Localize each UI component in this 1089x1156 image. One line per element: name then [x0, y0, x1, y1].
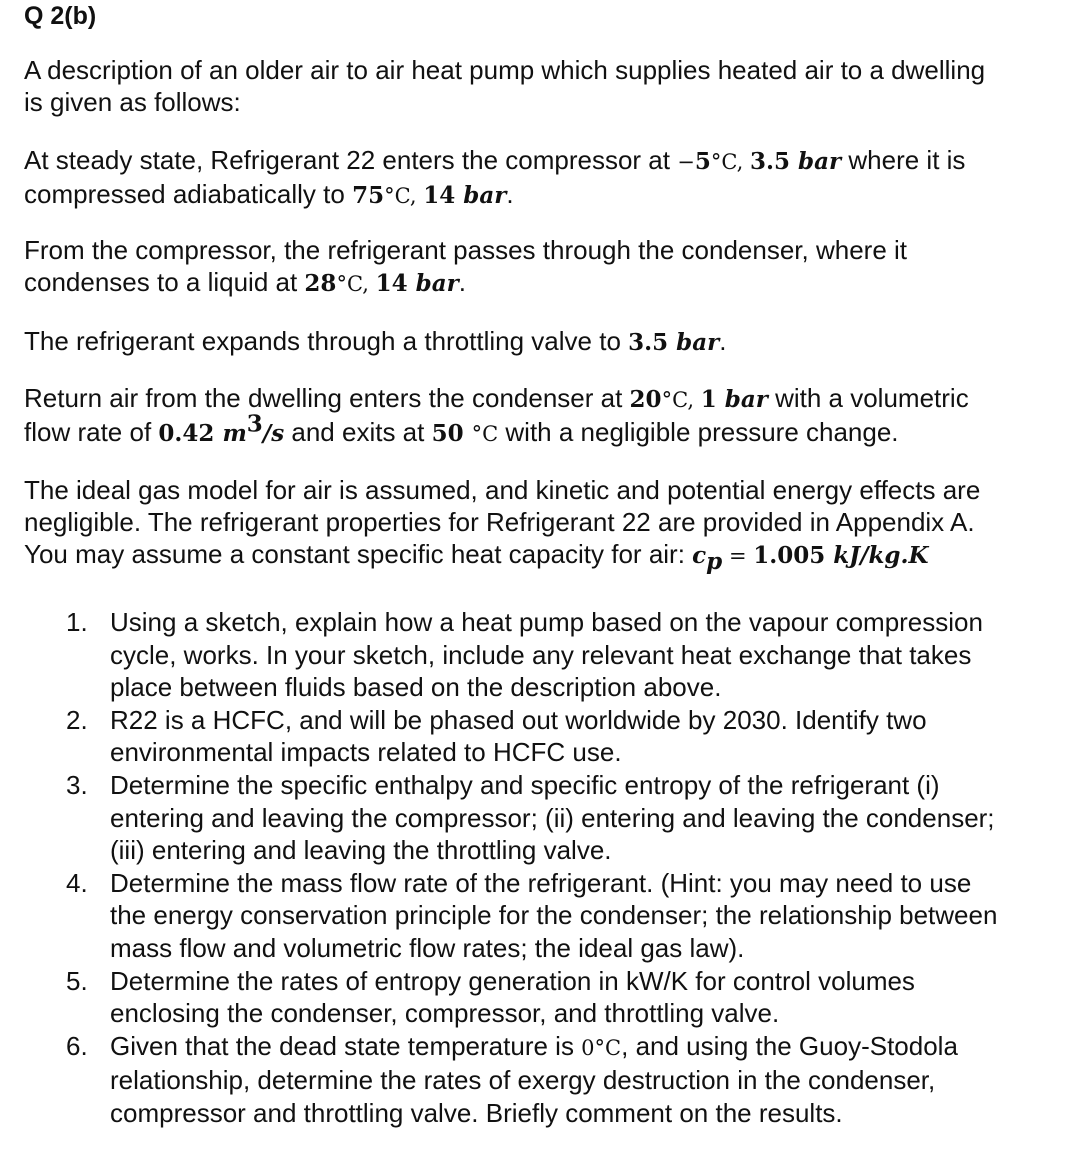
item-number: 2.: [66, 704, 88, 735]
item-number: 3.: [66, 769, 88, 800]
condenser-line-1: From the compressor, the refrigerant passes through the condenser, where it: [24, 235, 908, 265]
ideal-gas-paragraph: [24, 474, 1086, 576]
item-text: Determine the mass flow rate of the refrigerant. (Hint: you may need to use the energy conservation principle for the condenser; the relationship between mass flow and volumetric flow rates; the ideal gas law).: [110, 867, 998, 963]
item-text: Given that the dead state temperature is 0°C, and using the Guoy-Stodola relationship, determine the rates of exergy destruction in the condenser, compressor and throttling valve. Briefly comment on the results.: [110, 1030, 958, 1128]
item-text: R22 is a HCFC, and will be phased out worldwide by 2030. Identify two environmental impacts related to HCFC use.: [110, 704, 927, 768]
air-line-2: flow rate of 0.42 $m^3/s$ and exits at 50 °C with a negligible pressure change.: [24, 410, 899, 447]
item-text: Using a sketch, explain how a heat pump based on the vapour compression cycle, works. In your sketch, include any relevant heat exchange that takes place between fluids based on the description above.: [110, 607, 983, 703]
compressor-line-1: At steady state, Refrigerant 22 enters the compressor at −5°C, 3.5 bar where it is: [24, 145, 966, 175]
item-text: Determine the specific enthalpy and specific entropy of the refrigerant (i) entering and leaving the compressor; (ii) entering and leaving the condenser; (iii) entering and leaving the throttling valve.: [110, 769, 995, 866]
compressor-paragraph: [24, 144, 1086, 212]
air-line-1: Return air from the dwelling enters the condenser at 20°C, 1 bar with a volumetric: [24, 383, 969, 413]
item-number: 6.: [66, 1030, 88, 1061]
compressor-line-2: compressed adiabatically to 75°C, 14 bar.: [24, 179, 514, 209]
intro-line-1: A description of an older air to air heat pump which supplies heated air to a dwelling: [24, 55, 986, 85]
throttle-paragraph: [24, 325, 1086, 359]
question-heading: Q 2(b): [24, 2, 97, 30]
item-number: 5.: [66, 965, 88, 996]
list-item: [66, 769, 1086, 867]
list-item: [66, 606, 1086, 704]
throttle-line-1: The refrigerant expands through a throttling valve to 3.5 bar.: [24, 326, 727, 356]
intro-paragraph: [24, 54, 1086, 118]
ideal-line-2: negligible. The refrigerant properties for Refrigerant 22 are provided in Appendix A.: [24, 507, 975, 537]
ideal-line-3: You may assume a constant specific heat capacity for air: $c_p = 1.005$ kJ/kg.K: [24, 539, 929, 576]
list-item: [66, 867, 1086, 965]
item-number: 1.: [66, 607, 88, 637]
item-text: Determine the rates of entropy generation in kW/K for control volumes enclosing the condenser, compressor, and throttling valve.: [110, 965, 915, 1029]
question-list: [66, 606, 1086, 1130]
list-item: [66, 1030, 1086, 1130]
condenser-line-2: condenses to a liquid at 28°C, 14 bar.: [24, 267, 466, 297]
item-number: 4.: [66, 867, 88, 898]
list-item: [66, 704, 1086, 769]
ideal-line-1: The ideal gas model for air is assumed, and kinetic and potential energy effects are: [24, 475, 981, 505]
intro-line-2: is given as follows:: [24, 87, 241, 117]
air-paragraph: [24, 382, 1086, 450]
list-item: [66, 965, 1086, 1030]
condenser-paragraph: [24, 234, 1086, 300]
